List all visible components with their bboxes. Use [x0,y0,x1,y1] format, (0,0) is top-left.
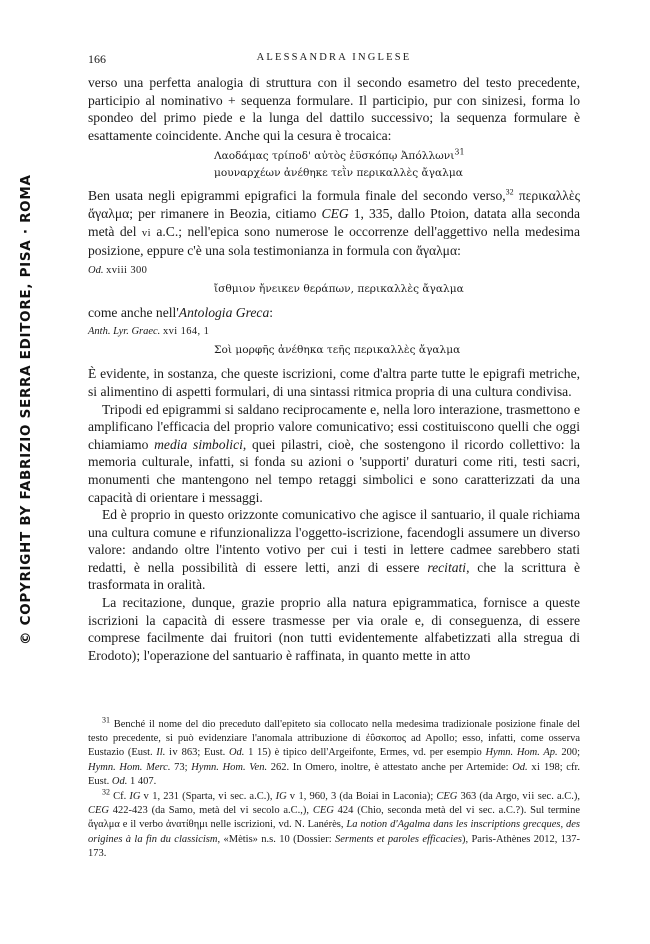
footnote: $^{32}$ Cf. IG v 1, 231 (Sparta, vi sec. a.C.), IG v 1, 960, 3 (da Boiai in Laconia); CEG 363 (da Argo, vii sec. a.C.), CEG 422-423 (da Samo, metà del vi secolo a.C.,), CEG 424 (Chio, seconda metà del vi sec. a.C.?). Sul termine ἄγαλμα e il verbo ἀνατίθημι nelle iscrizioni, vd. N. Lanérès, La notion d'Agalma dans les inscriptions grecques, des origines à la fin du classicism, «Mètis» n.s. 10 (Dossier: Serments et paroles efficacies), Paris-Athènes 2012, 137-173. [88,787,580,859]
footnote-ref[interactable]: 32 [505,187,514,197]
verse-quotation [88,148,580,182]
copyright-notice: © COPYRIGHT BY FABRIZIO SERRA EDITORE, PISA · ROMA [18,174,34,645]
page-number: 166 [88,52,106,66]
verse-quotation [88,342,580,359]
footnote-ref[interactable]: 31 [454,147,465,157]
verse-line: μουναρχέων ἀνέθηκε τεῒν περικαλλὲς ἄγαλμα [214,167,463,180]
copyright-sidebar [0,0,34,944]
paragraph: Tripodi ed epigrammi si saldano reciprocamente e, nella loro interazione, trasmettono e amplificano l'efficacia del proprio valore comunicativo; essi costituiscono quelli che oggi chiamiamo media simbolici, quei pilastri, cioè, che sostengono il ricordo collettivo: la memoria culturale, infatti, si fonda su azioni o 'supporti' duraturi come riti, testi sacri, monumenti che mantengono nel tempo retaggi simbolici e sono caratterizzati da una capacità di orientare i messaggi. [88,401,581,505]
paragraph: verso una perfetta analogia di struttura con il secondo esametro del testo precedente, participio al nominativo + sequenza formulare. Il participio, pur con sinizesi, forma lo spondeo del primo piede e la lunga del dattilo successivo; la sequenza formulare è esattamente coincidente. Anche qui la cesura è trocaica: [88,75,580,143]
running-head-author: ALESSANDRA INGLESE [256,52,412,63]
paragraph: È evidente, in sostanza, che queste iscrizioni, come d'altra parte tutte le epigrafi metriche, si alimentino di aspetti formulari, di una sintassi ritmica propria di una cultura condivisa. [88,366,580,399]
paragraph: Ben usata negli epigrammi epigrafici la formula finale del secondo verso,$^{32}$ περικαλλὲς ἄγαλμα; per rimanere in Beozia, citiamo CEG 1, 335, dallo Ptoion, datata alla seconda metà del vi a.C.; nell'epica sono numerose le occorrenze dell'aggettivo nella medesima posizione, eppure c'è una sola testimonianza in formula con ἄγαλμα: [88,187,580,259]
verse-line: Λαοδάμας τρίποδ' αὐτὸς ἐϋσκόπῳ Ἀπόλλωνι$^{31}$ [214,147,465,163]
source-reference: Od. xviii 300 [88,264,148,276]
paragraph: Ed è proprio in questo orizzonte comunicativo che agisce il santuario, il quale richiama una cultura comune e rifunzionalizza l'oggetto-iscrizione, facendogli assumere un diverso valore: andando oltre l'intento votivo per cui i testi in lettere cadmee sarebbero stati redatti, è nella possibilità di essere letti, anzi di essere recitati, che la scrittura è trasformata in oralità. [88,507,580,593]
paragraph: come anche nell'Antologia Greca: [88,304,274,320]
source-reference: Anth. Lyr. Graec. xvi 164, 1 [88,326,210,338]
footnote: $^{31}$ Benché il nome del dio preceduto dall'epiteto sia collocato nella medesima tradizionale posizione finale del testo precedente, si può evidenziare l'anomala attribuzione di ἐΰσκοπος ad Apollo; esso, infatti, come osserva Eustazio (Eust. Il. iv 863; Eust. Od. 1 15) è tipico dell'Argeifonte, Ermes, vd. per esempio Hymn. Hom. Ap. 200; Hymn. Hom. Merc. 73; Hymn. Hom. Ven. 262. In Omero, inoltre, è attestato anche per Artemide: Od. xi 198; cfr. Eust. Od. 1 407. [88,715,581,787]
paragraph: La recitazione, dunque, grazie proprio alla natura epigrammatica, fornisce a queste iscrizioni la capacità di essere trasmesse per via orale e, di conseguenza, di essere comprese facilmente dai fruitori (non tutti evidentemente alfabetizzati alla stregua di Erodoto); l'operazione del santuario è raffinata, in quanto mette in atto [88,595,580,663]
running-header [88,52,580,74]
footnotes [88,715,581,862]
verse-quotation [88,281,580,298]
verse-line: Σοὶ μορφῆς ἀνέθηκα τεῆς περικαλλὲς ἄγαλμα [214,344,461,357]
page-body [88,52,580,664]
verse-line: ἴσθμιον ἤνεικεν θεράπων, περικαλλὲς ἄγαλμα [214,282,464,295]
